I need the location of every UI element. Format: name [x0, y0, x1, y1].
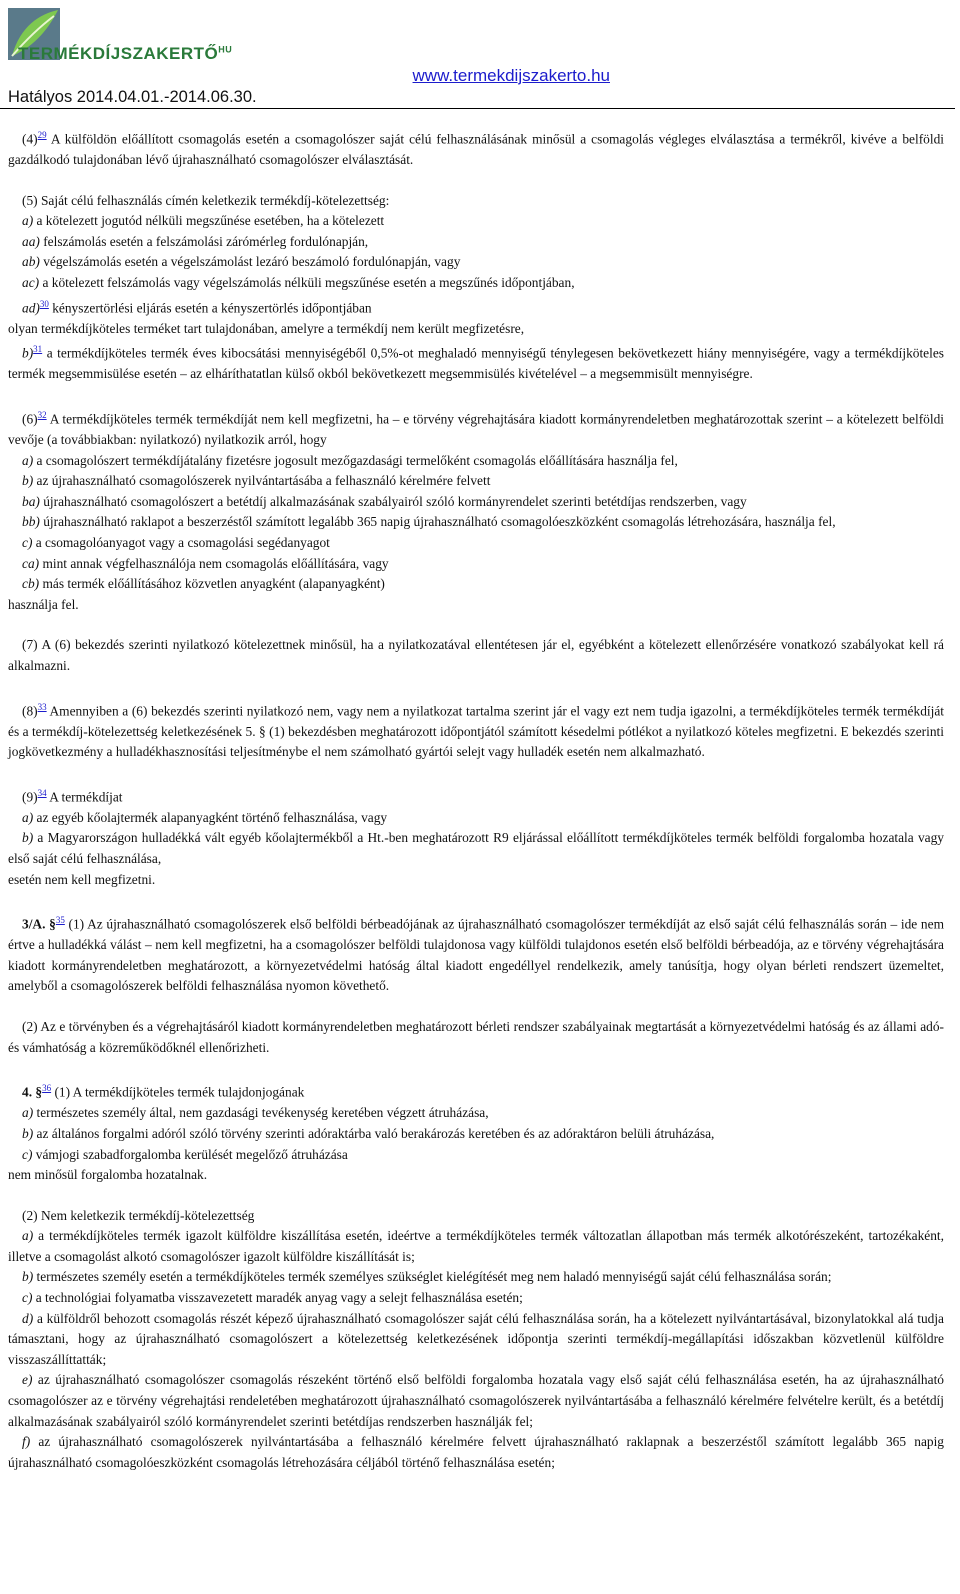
footnote-link[interactable]: 36	[42, 1083, 52, 1094]
paragraph	[8, 554, 944, 575]
list-marker: b)	[22, 1125, 34, 1141]
footnote-link[interactable]: 31	[33, 344, 43, 355]
list-marker: d)	[22, 1310, 34, 1326]
paragraph	[8, 232, 944, 253]
list-marker: e)	[22, 1372, 33, 1388]
paragraph	[8, 191, 944, 212]
footnote-link[interactable]: 30	[39, 298, 49, 309]
paragraph-text: A termékdíjköteles termék termékdíját nem kell megfizetni, ha – e törvény végrehajtására kiadott kormányrendeletben meghatározottak szerint – a kötelezett belföldi vevője (a továbbiakban: nyilatkozó) nyilatkozik arról, hogy	[8, 411, 944, 447]
paragraph-text: az egyéb kőolajtermék alapanyagként történő felhasználása, vagy	[33, 809, 388, 825]
paragraph	[8, 595, 944, 616]
paragraph	[8, 1267, 944, 1288]
paragraph	[8, 471, 944, 492]
paragraph-text: a csomagolószert termékdíjátalány fizetésre jogosult mezőgazdasági termelőként csomagolás előállítására használja fel,	[33, 452, 678, 468]
paragraph	[8, 319, 944, 340]
paragraph	[8, 1370, 944, 1432]
paragraph-text: (1) Az újrahasználható csomagolószerek első belföldi bérbeadójának az újrahasználható csomagolószer termékdíját az első saját célú felhasználás során – ide nem értve a hulladékká válást – nem kell megfizetni, ha a csomagolószer belföldi tulajdonosa vagy külföldi tulajdonos esetén első belföldi bérbeadója, az e törvény végrehajtására kiadott kormányrendeletben meghatározott, a környezetvédelmi hatóság által kiadott engedéllyel rendelkezik, amely tanúsítja, hogy olyan bérleti rendszert üzemeltet, amelyből a csomagolószerek belföldi felhasználása nyomon követhető.	[8, 916, 944, 994]
list-marker: b)	[22, 830, 34, 846]
paragraph	[8, 1145, 944, 1166]
list-marker: ba)	[22, 493, 40, 509]
paragraph-text: természetes személy esetén a termékdíjköteles termék személyes szükséglet kielégítését meg nem haladó mennyiségű saját célú felhasználása során;	[33, 1269, 832, 1285]
paragraph-text: természetes személy által, nem gazdasági tevékenység keretében végzett átruházása,	[33, 1105, 489, 1121]
paragraph	[8, 1432, 944, 1473]
paragraph-text: (2) Az e törvényben és a végrehajtásáról kiadott kormányrendeletben meghatározott bérleti rendszer szabályainak megtartását a környezetvédelmi hatóság és az állami adó- és vámhatóság a közreműködőknél ellenőrizheti.	[8, 1019, 944, 1055]
list-marker: c)	[22, 1146, 33, 1162]
paragraph-text: használja fel.	[8, 596, 79, 612]
paragraph-text: a termékdíjköteles termék éves kibocsátási mennyiségéből 0,5%-ot meghaladó mennyiségű ténylegesen bekövetkezett hiány mennyiségére, vagy a termékdíjköteles termék megsemmisülése esetén – az elháríthatatlan külső okból bekövetkezett megsemmisülés kivételével – a megsemmisült mennyiségre.	[8, 345, 944, 382]
footnote-link[interactable]: 32	[37, 409, 47, 420]
footnote-link[interactable]: 29	[37, 130, 47, 140]
list-marker: ca)	[22, 555, 40, 571]
list-marker: ac)	[22, 275, 40, 291]
paragraph-text: vámjogi szabadforgalomba kerülését megelőző átruházása	[32, 1146, 348, 1162]
list-marker: a)	[22, 809, 34, 825]
paragraph-text: újrahasználható raklapot a beszerzéstől számított legalább 365 napig újrahasználható csomagolóeszközként csomagolás létrehozására, használja fel,	[39, 514, 836, 530]
list-marker: b)	[22, 1269, 34, 1285]
paragraph-gap	[8, 997, 944, 1017]
footnote-link[interactable]: 34	[37, 787, 47, 798]
paragraph	[8, 339, 944, 385]
paragraph	[8, 1124, 944, 1145]
logo-wordmark: $TERMÉKDÍJSZAKERTŐ^{HU}$	[18, 44, 233, 63]
list-marker: ad)	[22, 300, 40, 316]
paragraph	[8, 1103, 944, 1124]
paragraph-text: az újrahasználható csomagolószerek nyilvántartásába a felhasználó kérelmére felvett újrahasználható raklapnak a beszerzéstől számított legalább 365 napig újrahasználható csomagolóeszközként csomagolás létrehozására céljából történő felhasználása esetén;	[8, 1434, 944, 1470]
paragraph	[8, 211, 944, 232]
paragraph	[8, 533, 944, 554]
paragraph-text: újrahasználható csomagolószert a betétdíj alkalmazásának szabályairól szóló kormányrendelet szerinti betétdíjas rendszerben, vagy	[39, 493, 747, 509]
site-url-link[interactable]: www.termekdijszakerto.hu	[412, 66, 610, 85]
paragraph-gap	[8, 1058, 944, 1078]
paragraph-text: kényszertörlési eljárás esetén a kényszertörlés időpontjában	[48, 300, 372, 316]
paragraph-text: más termék előállításához közvetlen anyagként (alapanyagként)	[39, 576, 385, 592]
paragraph-gap	[8, 1186, 944, 1206]
paragraph	[8, 783, 944, 808]
paragraph-text: felszámolás esetén a felszámolási zárómérleg fordulónapján,	[39, 233, 369, 249]
paragraph-gap	[8, 677, 944, 697]
paragraph-text: esetén nem kell megfizetni.	[8, 871, 156, 887]
list-marker: a)	[22, 1228, 34, 1244]
paragraph	[8, 1226, 944, 1267]
list-marker: a)	[22, 452, 34, 468]
paragraph-text: (2) Nem keletkezik termékdíj-kötelezettség	[22, 1207, 255, 1223]
paragraph-text: A termékdíjat	[46, 789, 123, 805]
paragraph	[8, 1017, 944, 1058]
paragraph	[8, 1206, 944, 1227]
paragraph-text: az újrahasználható csomagolószer csomagolás részeként történő első belföldi forgalomba hozatala vagy első saját célú felhasználása esetén, ha az újrahasználható csomagolószer az e törvény végrehajtási rendeletében meghatározott újrahasználható csomagolószerek nyilvántartásába a felhasználó kérelmére felvételre került, és a betétdíj alkalmazásának szabályairól szóló kormányrendelet szerinti betétdíjas rendszerben használják fel;	[8, 1372, 944, 1429]
list-marker: ab)	[22, 254, 40, 270]
document-body	[8, 125, 944, 1473]
paragraph	[8, 492, 944, 513]
list-marker: a)	[22, 213, 34, 229]
paragraph	[8, 405, 944, 451]
paragraph-text: az általános forgalmi adóról szóló törvény szerinti adóraktárba való berakározás keretében és az adóraktáron belüli átruházása,	[33, 1125, 715, 1141]
paragraph-gap	[8, 615, 944, 635]
paragraph-text: végelszámolás esetén a végelszámolást lezáró beszámoló fordulónapján, vagy	[39, 254, 461, 270]
paragraph	[8, 1288, 944, 1309]
list-marker: bb)	[22, 514, 40, 530]
paragraph	[8, 125, 944, 171]
section-number: 4. §	[22, 1084, 43, 1100]
paragraph	[8, 294, 944, 319]
paragraph	[8, 808, 944, 829]
paragraph-text: a kötelezett felszámolás vagy végelszámolás nélküli megszűnése esetén a megszűnés időpontjában,	[39, 275, 575, 291]
paragraph-text: (1) A termékdíjköteles termék tulajdonjogának	[51, 1084, 305, 1100]
paragraph-text: a kötelezett jogutód nélküli megszűnése esetében, ha a kötelezett	[33, 213, 385, 229]
paragraph-number: (6)	[22, 411, 38, 427]
paragraph	[8, 697, 944, 763]
list-marker: b)	[22, 345, 34, 361]
list-marker: c)	[22, 1290, 33, 1306]
paragraph	[8, 870, 944, 891]
validity-period: Hatályos 2014.04.01.-2014.06.30.	[8, 88, 257, 106]
paragraph	[8, 273, 944, 294]
paragraph-text: a csomagolóanyagot vagy a csomagolási segédanyagot	[32, 534, 330, 550]
list-marker: c)	[22, 534, 33, 550]
logo	[6, 6, 233, 63]
paragraph-text: nem minősül forgalomba hozatalnak.	[8, 1167, 208, 1183]
paragraph-text: A külföldön előállított csomagolás esetén a csomagolószer saját célú felhasználásának minősül a csomagolás végleges elválasztása a termékről, kivéve a belföldi gazdálkodó tulajdonában lévő újrahasználható csomagolószer elválasztását.	[8, 131, 944, 168]
list-marker: a)	[22, 1105, 34, 1121]
paragraph-text: mint annak végfelhasználója nem csomagolás előállítására, vagy	[39, 555, 389, 571]
paragraph	[8, 635, 944, 676]
list-marker: aa)	[22, 233, 40, 249]
paragraph-text: a külföldről behozott csomagolás részét képező újrahasználható csomagolószer saját célú felhasználása során, ha a kötelezett nyilvántartásával, bizonylatokkal alá tudja támasztani, hogy az újrahasználható csomagolószert a kötelezettség keletkezésének időpontja szerinti termékdíj-megállapítási időszakban közvetlenül külföldre visszaszállíttatták;	[8, 1310, 944, 1367]
paragraph	[8, 1309, 944, 1371]
footnote-link[interactable]: 33	[37, 701, 47, 712]
paragraph-text: a Magyarországon hulladékká vált egyéb kőolajtermékből a Ht.-ben meghatározott R9 eljárással előállított termékdíjköteles termék belföldi forgalomba hozatala vagy első saját célú felhasználása,	[8, 830, 944, 867]
paragraph	[8, 1165, 944, 1186]
paragraph-text: a termékdíjköteles termék igazolt külföldre kiszállítása esetén, ideértve a termékdíjköteles termék változatlan állapotban más termék alkotórészeként, tartozékaként, illetve a csomagolást alkotó csomagolószer igazolt külföldre kiszállítását is;	[8, 1228, 944, 1264]
list-marker: cb)	[22, 576, 40, 592]
paragraph-text: a technológiai folyamatba visszavezetett maradék anyag vagy a selejt felhasználása esetén;	[32, 1290, 523, 1306]
paragraph-gap	[8, 171, 944, 191]
paragraph-number: (9)	[22, 789, 38, 805]
list-marker: f)	[22, 1434, 31, 1450]
paragraph	[8, 252, 944, 273]
paragraph-text: (5) Saját célú felhasználás címén keletkezik termékdíj-kötelezettség:	[22, 192, 390, 208]
paragraph	[8, 1078, 944, 1103]
footnote-link[interactable]: 35	[55, 915, 65, 926]
page-header	[0, 0, 960, 108]
paragraph-text: (7) A (6) bekezdés szerinti nyilatkozó kötelezettnek minősül, ha a nyilatkozatával ellentétesen jár el, egyébként a kötelezett ellenőrzésére vonatkozó szabályokat kell rá alkalmazni.	[8, 637, 944, 673]
paragraph-text: Amennyiben a (6) bekezdés szerinti nyilatkozó nem, vagy nem a nyilatkozat tartalma szerint jár el vagy ezt nem tudja igazolni, a termékdíjköteles termék termékdíját és a termékdíj-kötelezettség keletkezésének 5. § (1) bekezdésben meghatározott időpontjától számított késedelmi pótlékot a nyilatkozó köteles megfizetni. E bekezdés szerinti jogkövetkezmény a hulladékhasznosítási teljesítménybe el nem számolható gyártói selejt vagy hulladék esetén nem alkalmazható.	[8, 703, 944, 760]
section-number: 3/A. §	[22, 916, 56, 932]
paragraph-gap	[8, 385, 944, 405]
paragraph-text: az újrahasználható csomagolószerek nyilvántartásába a felhasználó kérelmére felvett	[33, 473, 491, 489]
paragraph-text: olyan termékdíjköteles terméket tart tulajdonában, amelyre a termékdíj nem került megfizetésre,	[8, 320, 525, 336]
paragraph	[8, 512, 944, 533]
paragraph	[8, 451, 944, 472]
paragraph-gap	[8, 890, 944, 910]
list-marker: b)	[22, 473, 34, 489]
paragraph-number: (4)	[22, 131, 38, 147]
header-divider	[0, 108, 955, 109]
paragraph	[8, 828, 944, 869]
paragraph	[8, 574, 944, 595]
paragraph	[8, 910, 944, 997]
paragraph-number: (8)	[22, 703, 38, 718]
paragraph-gap	[8, 763, 944, 783]
